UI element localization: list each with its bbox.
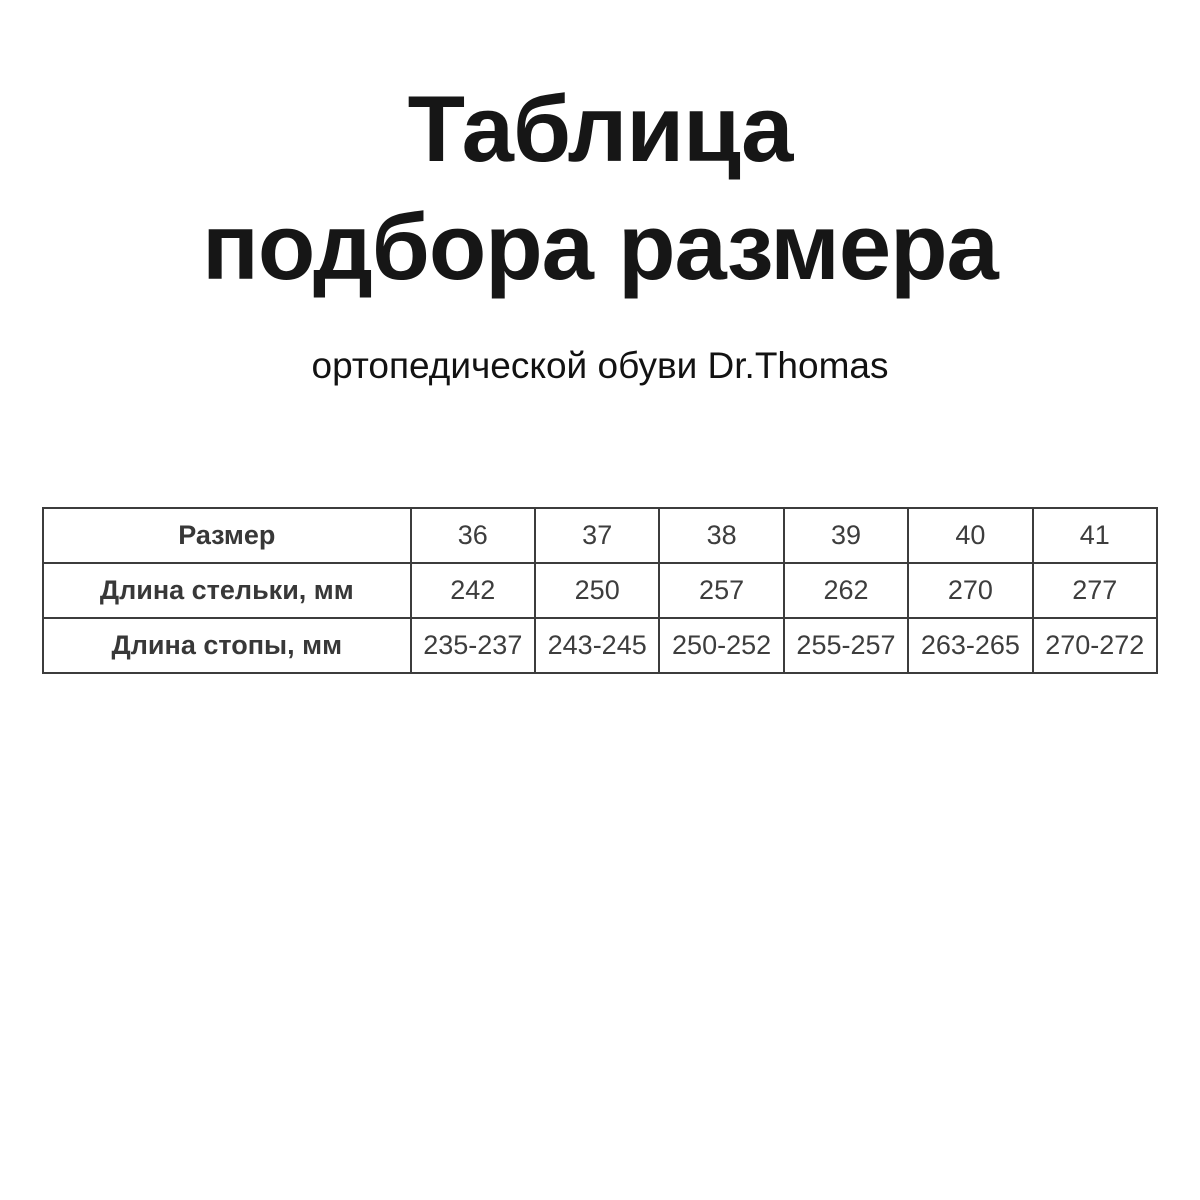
title-block xyxy=(0,0,1200,387)
row-header-foot-length: Длина стопы, мм xyxy=(43,618,411,673)
foot-length-value: 243-245 xyxy=(535,618,659,673)
foot-length-value: 263-265 xyxy=(908,618,1032,673)
size-value: 37 xyxy=(535,508,659,563)
insole-length-value: 242 xyxy=(411,563,535,618)
page-title-line2: подбора размера xyxy=(202,193,998,299)
row-header-insole-length: Длина стельки, мм xyxy=(43,563,411,618)
size-value: 36 xyxy=(411,508,535,563)
size-table-container xyxy=(42,507,1158,674)
size-table xyxy=(42,507,1158,674)
size-value: 39 xyxy=(784,508,908,563)
foot-length-value: 235-237 xyxy=(411,618,535,673)
table-row-size xyxy=(43,508,1157,563)
insole-length-value: 270 xyxy=(908,563,1032,618)
page-title xyxy=(0,70,1200,305)
row-header-size: Размер xyxy=(43,508,411,563)
table-row-foot-length xyxy=(43,618,1157,673)
foot-length-value: 255-257 xyxy=(784,618,908,673)
size-value: 40 xyxy=(908,508,1032,563)
size-value: 41 xyxy=(1033,508,1157,563)
page-subtitle: ортопедической обуви Dr.Thomas xyxy=(311,345,889,386)
foot-length-value: 250-252 xyxy=(659,618,783,673)
foot-length-value: 270-272 xyxy=(1033,618,1157,673)
insole-length-value: 250 xyxy=(535,563,659,618)
table-row-insole-length xyxy=(43,563,1157,618)
insole-length-value: 262 xyxy=(784,563,908,618)
insole-length-value: 277 xyxy=(1033,563,1157,618)
size-value: 38 xyxy=(659,508,783,563)
insole-length-value: 257 xyxy=(659,563,783,618)
page-title-line1: Таблица xyxy=(407,76,793,181)
